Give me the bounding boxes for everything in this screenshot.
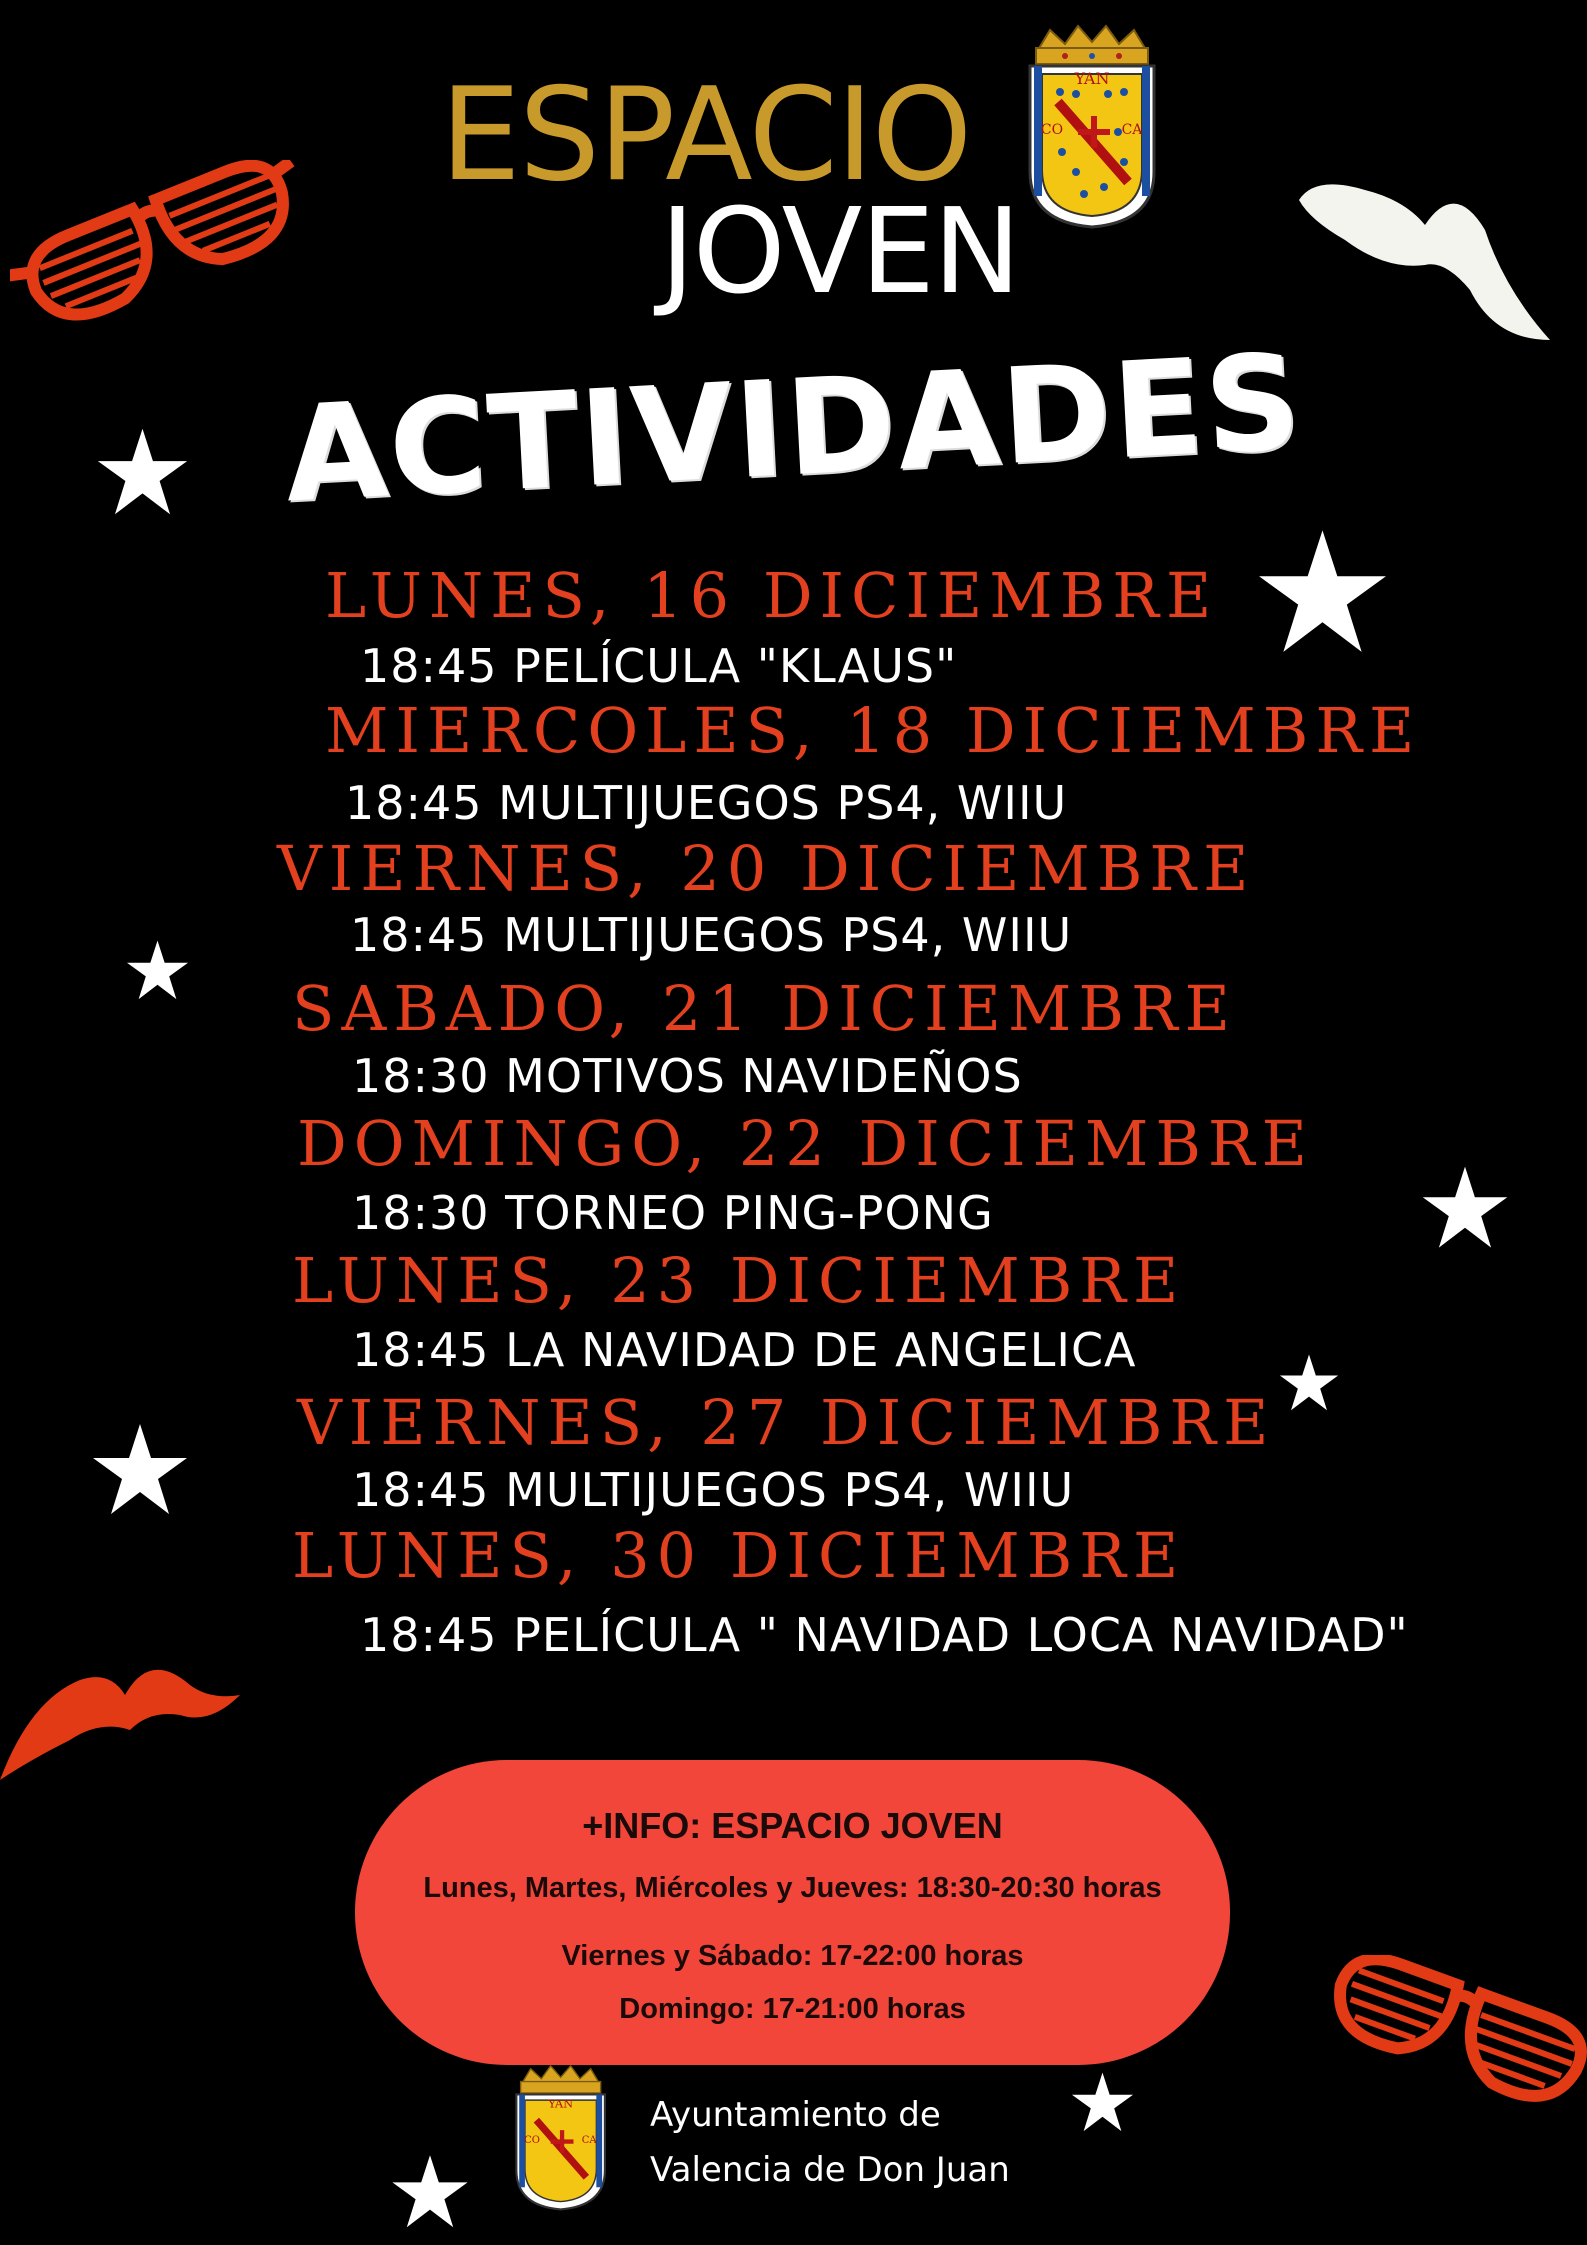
star-icon	[1278, 1352, 1340, 1414]
star-icon	[95, 425, 190, 520]
day-label: MIERCOLES, 18 DICIEMBRE	[325, 694, 1422, 767]
day-label: LUNES, 16 DICIEMBRE	[325, 559, 1219, 632]
activity-label: 18:45 PELÍCULA "KLAUS"	[360, 639, 958, 693]
party-glasses-icon	[1305, 1955, 1587, 2145]
star-icon	[1255, 525, 1390, 660]
star-icon	[90, 1420, 190, 1520]
crest-right-text: CA	[1121, 122, 1143, 138]
crest-top-text: YAN	[548, 2096, 574, 2111]
mustache-icon	[0, 1640, 245, 1790]
activity-label: 18:45 MULTIJUEGOS PS4, WIIU	[345, 776, 1068, 830]
crest-top-text: YAN	[1074, 69, 1110, 88]
page-title: ACTIVIDADES	[281, 325, 1306, 533]
day-label: DOMINGO, 22 DICIEMBRE	[297, 1107, 1314, 1180]
mustache-icon	[1295, 170, 1555, 350]
crest-icon	[1020, 22, 1165, 232]
party-glasses-icon	[10, 160, 320, 340]
info-hours-sunday: Domingo: 17-21:00 horas	[619, 1993, 966, 2025]
info-box	[355, 1760, 1230, 2065]
crest-right-text: CA	[581, 2135, 597, 2146]
star-icon	[1420, 1163, 1510, 1253]
day-label: LUNES, 23 DICIEMBRE	[292, 1244, 1186, 1317]
brand-espacio: ESPACIO	[440, 61, 971, 210]
info-title: +INFO: ESPACIO JOVEN	[582, 1805, 1003, 1846]
info-hours-fri-sat: Viernes y Sábado: 17-22:00 horas	[561, 1940, 1024, 1972]
brand-joven: JOVEN	[660, 182, 1020, 320]
activity-label: 18:45 MULTIJUEGOS PS4, WIIU	[350, 908, 1073, 962]
day-label: VIERNES, 27 DICIEMBRE	[297, 1386, 1276, 1459]
activity-label: 18:45 LA NAVIDAD DE ANGELICA	[352, 1323, 1137, 1377]
footer-line2: Valencia de Don Juan	[650, 2150, 1010, 2190]
crest-left-text: CO	[524, 2135, 541, 2146]
activity-label: 18:45 MULTIJUEGOS PS4, WIIU	[352, 1463, 1075, 1517]
day-label: SABADO, 21 DICIEMBRE	[292, 972, 1237, 1045]
activity-label: 18:45 PELÍCULA " NAVIDAD LOCA NAVIDAD"	[360, 1608, 1409, 1662]
footer-line1: Ayuntamiento de	[650, 2095, 941, 2135]
info-hours-weekdays: Lunes, Martes, Miércoles y Jueves: 18:30-20:30 horas	[423, 1872, 1162, 1904]
day-label: VIERNES, 20 DICIEMBRE	[277, 832, 1256, 905]
activity-label: 18:30 TORNEO PING-PONG	[352, 1186, 994, 1240]
star-icon	[390, 2152, 470, 2232]
star-icon	[125, 938, 190, 1003]
crest-left-text: CO	[1040, 122, 1064, 138]
activity-label: 18:30 MOTIVOS NAVIDEÑOS	[352, 1049, 1023, 1103]
day-label: LUNES, 30 DICIEMBRE	[292, 1519, 1186, 1592]
star-icon	[1070, 2070, 1135, 2135]
crest-icon	[505, 2063, 617, 2213]
